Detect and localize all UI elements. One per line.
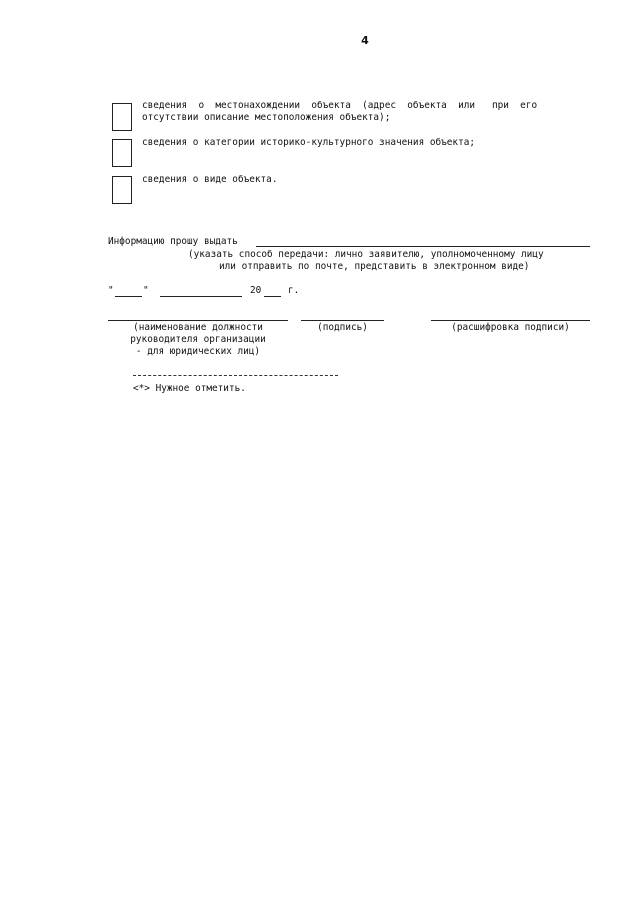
signature-label: (подпись) bbox=[317, 322, 368, 333]
date-quote-open: " bbox=[108, 285, 114, 296]
delivery-label: Информацию прошу выдать bbox=[108, 236, 238, 247]
delivery-method-field[interactable] bbox=[256, 246, 590, 247]
type-checkbox[interactable] bbox=[112, 176, 132, 204]
year-suffix: г. bbox=[288, 285, 300, 296]
delivery-hint-line-1: (указать способ передачи: лично заявителю, уполномоченному лицу bbox=[188, 249, 544, 260]
category-item: сведения о категории историко-культурного значения объекта; bbox=[142, 137, 476, 148]
position-label-line-2: руководителя организации bbox=[130, 334, 266, 345]
type-item: сведения о виде объекта. bbox=[142, 174, 278, 185]
footnote-separator bbox=[133, 375, 338, 376]
location-item-line-2: отсутствии описание местоположения объекта); bbox=[142, 112, 391, 123]
month-field[interactable] bbox=[160, 296, 242, 297]
decoding-label: (расшифровка подписи) bbox=[451, 322, 570, 333]
position-field[interactable] bbox=[108, 320, 288, 321]
decoding-field[interactable] bbox=[431, 320, 590, 321]
position-label-line-1: (наименование должности bbox=[133, 322, 263, 333]
page-number: 4 bbox=[361, 34, 369, 47]
position-label-line-3: - для юридических лиц) bbox=[135, 346, 261, 357]
year-prefix: 20 bbox=[250, 285, 262, 296]
location-item-line-1: сведения о местонахождении объекта (адрес объекта или при его bbox=[142, 100, 538, 111]
location-checkbox[interactable] bbox=[112, 103, 132, 131]
day-field[interactable] bbox=[115, 296, 142, 297]
signature-field[interactable] bbox=[301, 320, 384, 321]
category-checkbox[interactable] bbox=[112, 139, 132, 167]
date-quote-close: " bbox=[143, 285, 149, 296]
footnote-text: <*> Нужное отметить. bbox=[133, 383, 246, 394]
delivery-hint-line-2: или отправить по почте, представить в электронном виде) bbox=[219, 261, 530, 272]
year-field[interactable] bbox=[264, 296, 281, 297]
